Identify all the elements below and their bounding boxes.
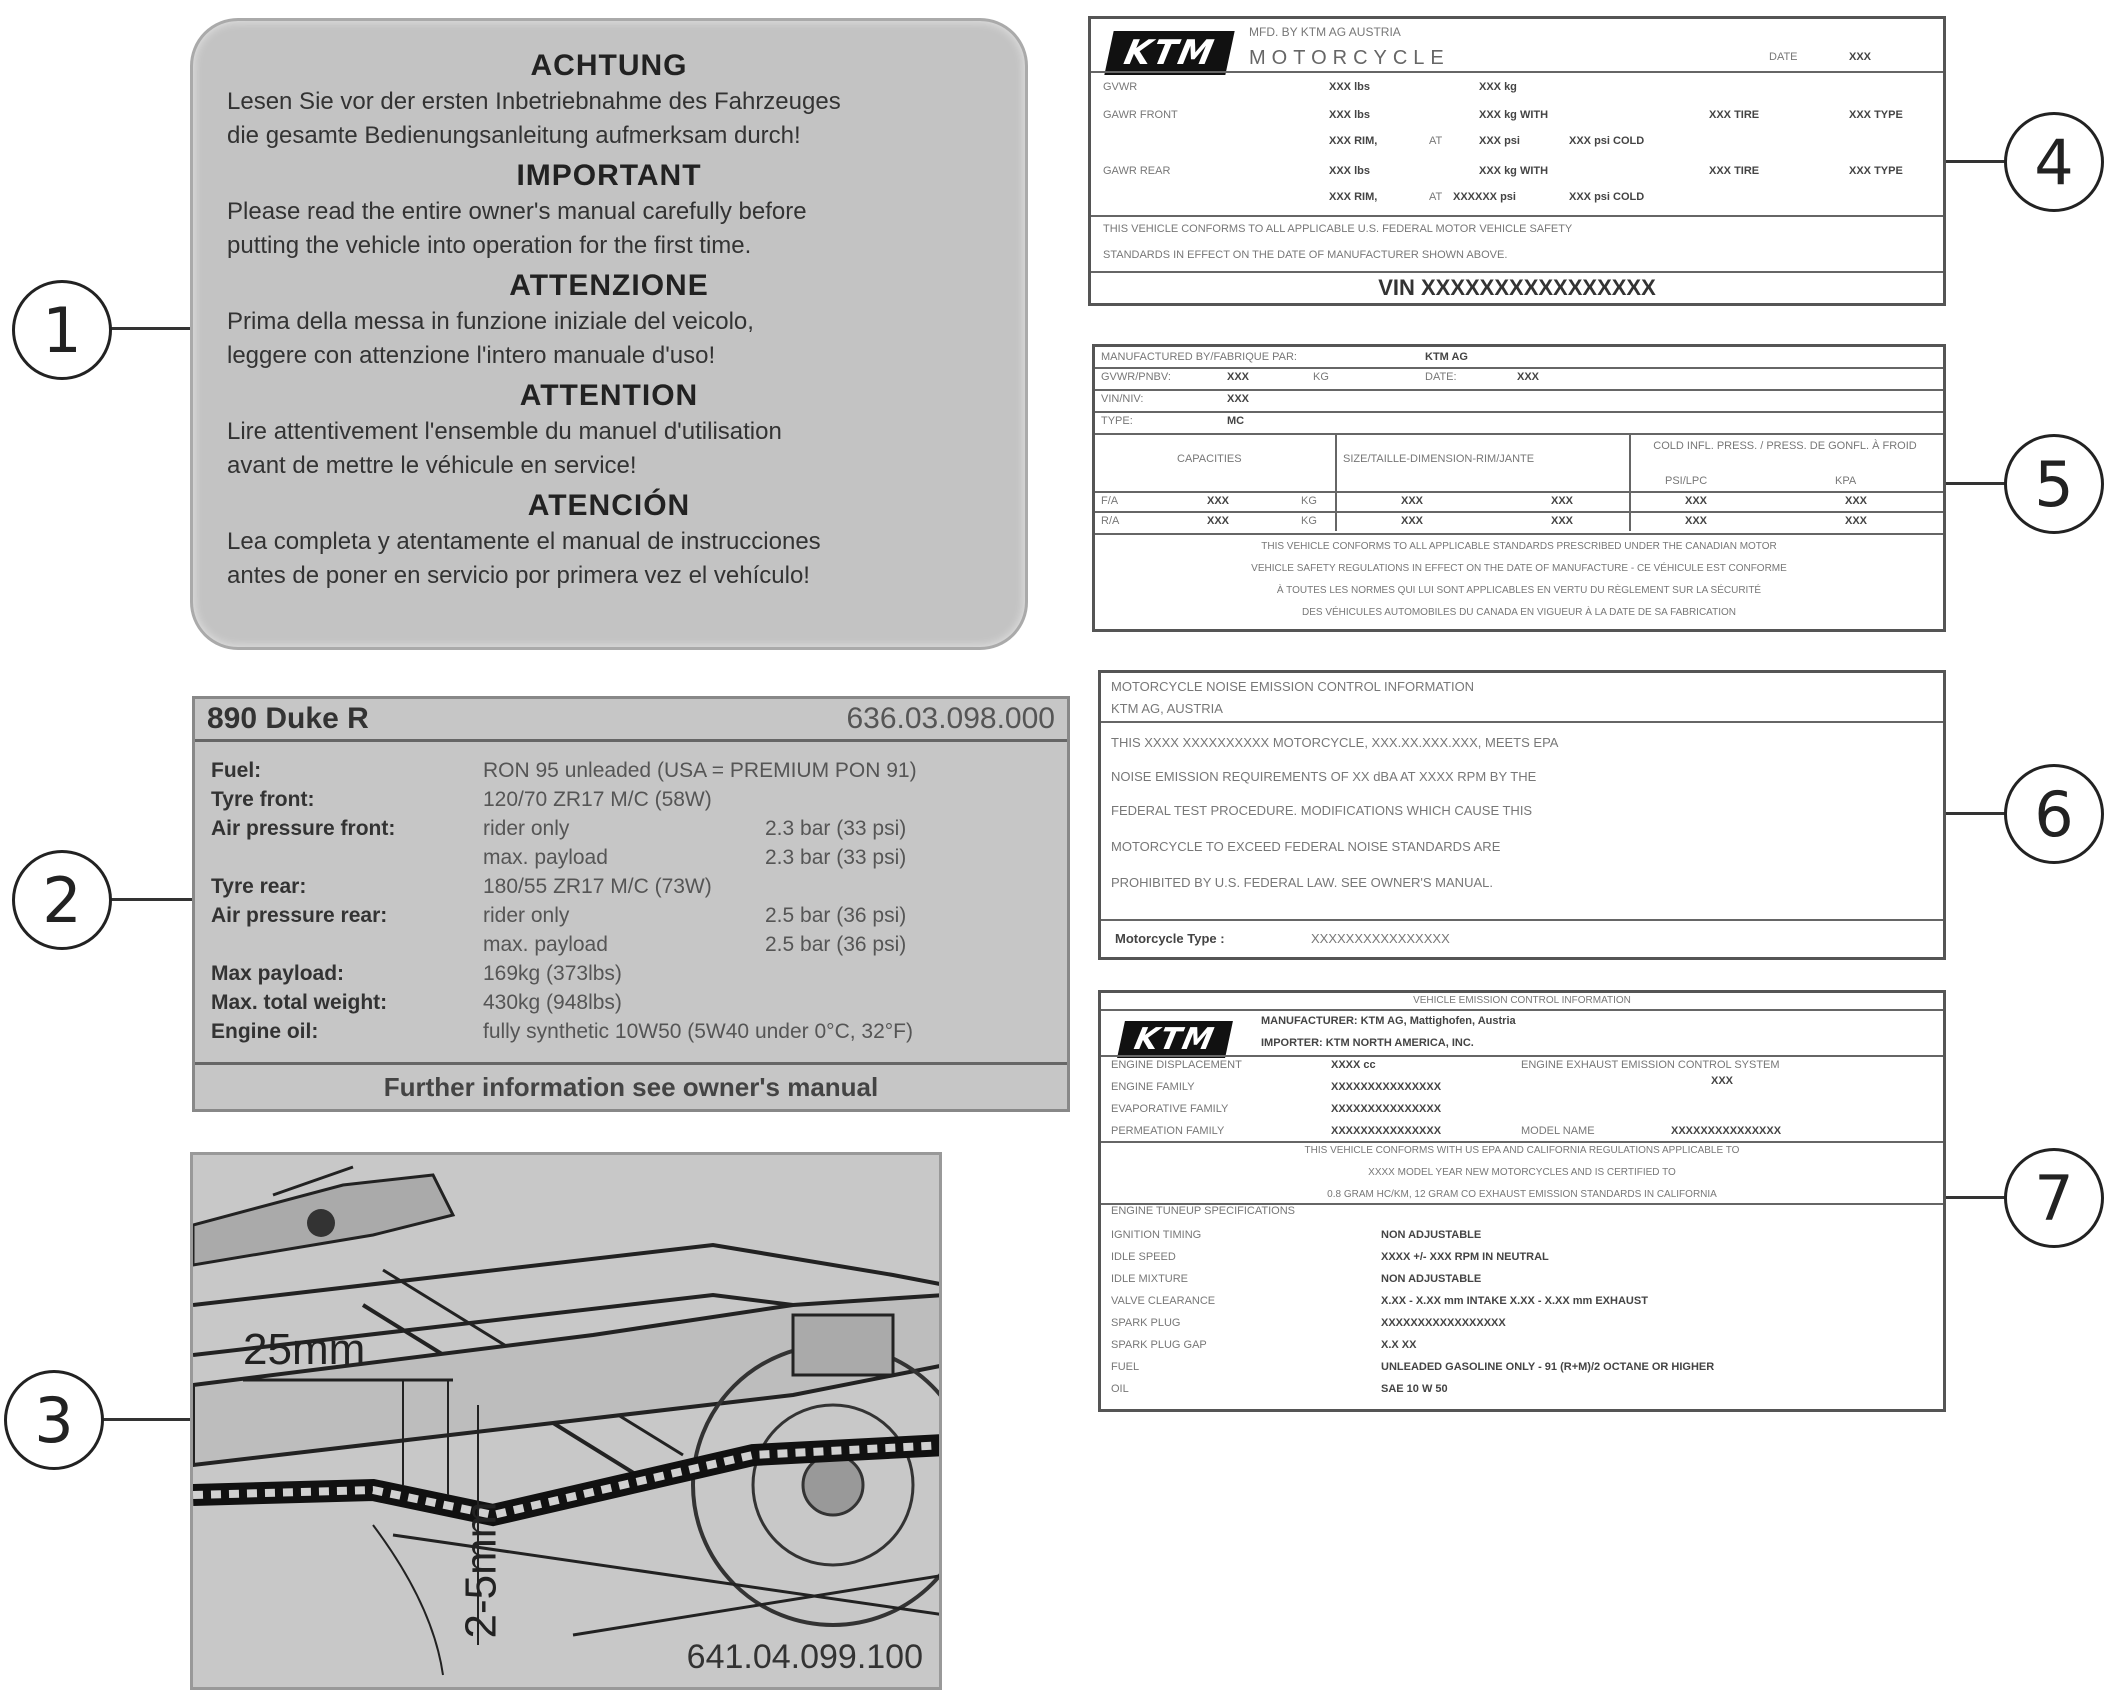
noise-title: MOTORCYCLE NOISE EMISSION CONTROL INFORMATION	[1111, 679, 1475, 694]
spec-header	[195, 699, 1067, 742]
text-es-2: antes de poner en servicio por primera vez el vehículo!	[227, 562, 810, 589]
text-fr-1: Lire attentivement l'ensemble du manuel d'utilisation	[227, 418, 782, 445]
emission-title: VEHICLE EMISSION CONTROL INFORMATION	[1413, 995, 1631, 1006]
date-value: XXX	[1849, 51, 1872, 63]
callout-5: 5	[2004, 434, 2104, 534]
vin-text: VIN XXXXXXXXXXXXXXXX	[1378, 275, 1656, 300]
leader-line-6	[1946, 812, 2006, 815]
table-row: Engine oil: fully synthetic 10W50 (5W40 under 0°C, 32°F)	[211, 1019, 913, 1043]
conform-line-2: STANDARDS IN EFFECT ON THE DATE OF MANUFACTURER SHOWN ABOVE.	[1103, 249, 1508, 261]
divider	[1091, 271, 1943, 273]
gawr-rear-label: GAWR REAR	[1103, 165, 1171, 177]
table-row: Max. total weight: 430kg (948lbs)	[211, 990, 622, 1014]
callout-2: 2	[12, 850, 112, 950]
noise-company: KTM AG, AUSTRIA	[1111, 701, 1223, 716]
heading-attenzione: ATTENZIONE	[509, 269, 709, 302]
table-row: Max payload: 169kg (373lbs)	[211, 961, 622, 985]
part-number: 636.03.098.000	[846, 702, 1055, 735]
chain-part-number: 641.04.099.100	[686, 1638, 923, 1676]
table-row: Fuel: RON 95 unleaded (USA = PREMIUM PON 91)	[211, 758, 917, 782]
callout-4: 4	[2004, 112, 2104, 212]
heading-attention: ATTENTION	[519, 379, 699, 412]
mfd-text: MFD. BY KTM AG AUSTRIA	[1249, 25, 1401, 39]
table-row: Air pressure rear: rider only 2.5 bar (36 psi)	[211, 903, 907, 927]
heading-achtung: ACHTUNG	[530, 49, 688, 82]
table-row: max. payload 2.5 bar (36 psi)	[483, 932, 907, 956]
leader-line-5	[1946, 482, 2006, 485]
text-en-1: Please read the entire owner's manual carefully before	[227, 198, 807, 225]
text-de-1: Lesen Sie vor der ersten Inbetriebnahme des Fahrzeuges	[227, 88, 841, 115]
spec-footer: Further information see owner's manual	[195, 1062, 1067, 1109]
model-name: 890 Duke R	[207, 702, 369, 735]
canada-cert-plate: MANUFACTURED BY/FABRIQUE PAR: KTM AG GVWR/PNBV: XXX KG DATE: XXX VIN/NIV: XXX TYPE: MC CAPACITIES SIZE/TAILLE-DIMENSION-RIM/JANTE COLD INFL. PRESS. / PRESS. DE GONFL. À FROID PSI/LPC KPA F/A XXX KG XXX XXX XXX XXX R/A XXX KG XXX XXX XXX XXX THIS VEHICLE CONFORMS TO ALL APPLICABLE STANDARDS PRESCRIBED UNDER THE CANADIAN MOTOR VEHICLE SAFETY REGULATIONS IN EFFECT ON THE DATE OF MANUFACTURE - CE VÉHICULE EST CONFORME À TOUTES LES NORMES QUI LUI SONT APPLICABLES EN VERTU DU RÈGLEMENT SUR LA SÉCURITÉ DES VÉHICULES AUTOMOBILES DU CANADA EN VIGUEUR À LA DATE DE SA FABRICATION	[1092, 344, 1946, 632]
text-de-2: die gesamte Bedienungsanleitung aufmerksam durch!	[227, 122, 801, 149]
conform-line-1: THIS VEHICLE CONFORMS TO ALL APPLICABLE U.S. FEDERAL MOTOR VEHICLE SAFETY	[1103, 223, 1573, 235]
text-en-2: putting the vehicle into operation for the first time.	[227, 232, 752, 259]
heading-important: IMPORTANT	[516, 159, 702, 192]
leader-line-1	[110, 327, 192, 330]
warning-sticker	[190, 18, 1028, 650]
callout-6: 6	[2004, 764, 2104, 864]
date-label: DATE	[1769, 51, 1798, 63]
motorcycle-text: MOTORCYCLE	[1249, 47, 1450, 69]
table-row: Tyre front: 120/70 ZR17 M/C (58W)	[211, 787, 712, 811]
leader-line-2	[110, 898, 194, 901]
spec-sticker	[192, 696, 1070, 1112]
callout-3: 3	[4, 1370, 104, 1470]
motorcycle-type-value: XXXXXXXXXXXXXXXX	[1311, 931, 1450, 946]
ktm-logo-2: KTM	[1117, 1021, 1232, 1058]
spec-table	[205, 756, 923, 1046]
leader-line-4	[1946, 160, 2006, 163]
dimension-25mm: 25mm	[243, 1325, 366, 1374]
table-row: max. payload 2.3 bar (33 psi)	[483, 845, 907, 869]
heading-atencion: ATENCIÓN	[527, 489, 691, 522]
table-row: Tyre rear: 180/55 ZR17 M/C (73W)	[211, 874, 712, 898]
callout-7: 7	[2004, 1148, 2104, 1248]
leader-line-7	[1946, 1196, 2006, 1199]
chain-sticker	[190, 1152, 942, 1690]
text-es-1: Lea completa y atentamente el manual de instrucciones	[227, 528, 821, 555]
noise-emission-plate: MOTORCYCLE NOISE EMISSION CONTROL INFORMATION KTM AG, AUSTRIA THIS XXXX XXXXXXXXXX MOTORCYCLE, XXX.XX.XXX.XXX, MEETS EPA NOISE EMISSION REQUIREMENTS OF XX dBA AT XXXX RPM BY THE FEDERAL TEST PROCEDURE. MODIFICATIONS WHICH CAUSE THIS MOTORCYCLE TO EXCEED FEDERAL NOISE STANDARDS ARE PROHIBITED BY U.S. FEDERAL LAW. SEE OWNER'S MANUAL. Motorcycle Type : XXXXXXXXXXXXXXXX	[1098, 670, 1946, 960]
divider	[1091, 71, 1943, 73]
chain-drawing	[193, 1155, 942, 1690]
text-fr-2: avant de mettre le véhicule en service!	[227, 452, 637, 479]
callout-1: 1	[12, 280, 112, 380]
gawr-front-label: GAWR FRONT	[1103, 109, 1178, 121]
table-row: Air pressure front: rider only 2.3 bar (33 psi)	[211, 816, 907, 840]
text-it-2: leggere con attenzione l'intero manuale d'uso!	[227, 342, 716, 369]
ktm-logo: KTM	[1104, 31, 1235, 75]
us-cert-plate: KTM MFD. BY KTM AG AUSTRIA MOTORCYCLE DATE XXX GVWR XXX lbs XXX kg GAWR FRONT XXX lbs XXX kg WITH XXX TIRE XXX TYPE XXX RIM, AT XXX psi XXX psi COLD GAWR REAR XXX lbs XXX kg WITH XXX TIRE XXX TYPE XXX RIM, AT XXXXXX psi XXX psi COLD THIS VEHICLE CONFORMS TO ALL APPLICABLE U.S. FEDERAL MOTOR VEHICLE SAFETY STANDARDS IN EFFECT ON THE DATE OF MANUFACTURER SHOWN ABOVE. VIN XXXXXXXXXXXXXXXX	[1088, 16, 1946, 306]
divider	[1091, 215, 1943, 217]
gvwr-label: GVWR	[1103, 81, 1138, 93]
text-it-1: Prima della messa in funzione iniziale del veicolo,	[227, 308, 754, 335]
emission-control-plate: VEHICLE EMISSION CONTROL INFORMATION KTM MANUFACTURER: KTM AG, Mattighofen, Austria IMPORTER: KTM NORTH AMERICA, INC. ENGINE DISPLACEMENT XXXX cc ENGINE EXHAUST EMISSION CONTROL SYSTEM XXX ENGINE FAMILY XXXXXXXXXXXXXXX EVAPORATIVE FAMILY XXXXXXXXXXXXXXX PERMEATION FAMILY XXXXXXXXXXXXXXX MODEL NAME XXXXXXXXXXXXXXX THIS VEHICLE CONFORMS WITH US EPA AND CALIFORNIA REGULATIONS APPLICABLE TO XXXX MODEL YEAR NEW MOTORCYCLES AND IS CERTIFIED TO 0.8 GRAM HC/KM, 12 GRAM CO EXHAUST EMISSION STANDARDS IN CALIFORNIA ENGINE TUNEUP SPECIFICATIONS IGNITION TIMING NON ADJUSTABLE IDLE SPEED XXXX +/- XXX RPM IN NEUTRAL IDLE MIXTURE NON ADJUSTABLE VALVE CLEARANCE X.XX - X.XX mm INTAKE X.XX - X.XX mm EXHAUST SPARK PLUG XXXXXXXXXXXXXXXXX SPARK PLUG GAP X.X XX FUEL UNLEADED GASOLINE ONLY - 91 (R+M)/2 OCTANE OR HIGHER OIL SAE 10 W 50	[1098, 990, 1946, 1412]
motorcycle-type-label: Motorcycle Type :	[1115, 931, 1225, 946]
dimension-2-5mm: 2-5mm	[456, 1501, 506, 1639]
